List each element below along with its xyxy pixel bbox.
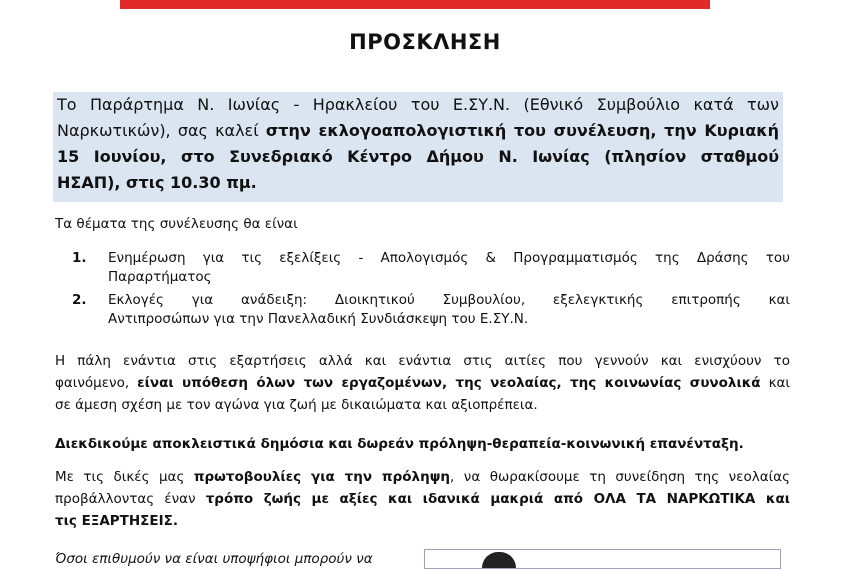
struggle-text: φαινόμενο, [55, 375, 138, 391]
initiatives-bold-text: τρόπο ζωής με αξίες και ιδανικά μακριά από ΟΛΑ ΤΑ ΝΑΡΚΩΤΙΚΑ και [205, 491, 790, 507]
initiatives-bold-text: πρωτοβουλίες για την πρόληψη [193, 469, 451, 485]
initiatives-text: Με τις δικές μας [55, 469, 194, 485]
initiatives-paragraph [55, 466, 790, 532]
topics-intro-text: Τα θέματα της συνέλευσης θα είναι [55, 216, 298, 232]
struggle-line-3: σε άμεση σχέση με τον αγώνα για ζωή με δικαιώματα και αξιοπρέπεια. [55, 397, 538, 413]
topics-list [72, 249, 790, 329]
struggle-text: και [760, 375, 790, 391]
bottom-image-frame [424, 549, 781, 569]
list-item-number: 2. [72, 292, 87, 308]
list-item [72, 249, 790, 287]
initiatives-text: προβάλλοντας έναν [55, 491, 206, 507]
invitation-line-2 [57, 118, 779, 144]
struggle-bold-text: είναι υπόθεση όλων των εργαζομένων, της νεολαίας, της κοινωνίας συνολικά [137, 375, 761, 391]
initiatives-line-3: τις ΕΞΑΡΤΗΣΕΙΣ. [55, 513, 178, 529]
invitation-highlight [53, 92, 783, 202]
bottom-partial-text: Όσοι επιθυμούν να είναι υποψήφιοι μπορούν να [55, 551, 373, 567]
invitation-text: Ναρκωτικών), σας καλεί [57, 121, 266, 140]
list-item-line: Παραρτήματος [108, 269, 212, 285]
invitation-bold-text: στην εκλογοαπολογιστική του συνέλευση, την Κυριακή [265, 121, 779, 140]
list-item-line: Εκλογές για ανάδειξη: Διοικητικού Συμβουλίου, εξελεγκτικής επιτροπής και [108, 292, 790, 308]
claim-paragraph [55, 433, 790, 455]
top-red-bar [120, 0, 710, 9]
topics-intro [55, 213, 790, 235]
invitation-line-3: 15 Ιουνίου, στο Συνεδριακό Κέντρο Δήμου Ν. Ιωνίας (πλησίον σταθμού [57, 147, 779, 166]
page-title: ΠΡΟΣΚΛΗΣΗ [349, 30, 501, 54]
initiatives-line-1 [55, 466, 790, 488]
list-item-number: 1. [72, 250, 87, 266]
struggle-line-2 [55, 372, 790, 394]
struggle-line-1: Η πάλη ενάντια στις εξαρτήσεις αλλά και ενάντια στις αιτίες που γεννούν και ενισχύουν το [55, 353, 790, 369]
invitation-line-4: ΗΣΑΠ), στις 10.30 πμ. [57, 173, 257, 192]
claim-text: Διεκδικούμε αποκλειστικά δημόσια και δωρεάν πρόληψη-θεραπεία-κοινωνική επανένταξη. [55, 436, 744, 452]
initiatives-text: , να θωρακίσουμε τη συνείδηση της νεολαίας [450, 469, 790, 485]
list-item-line: Ενημέρωση για τις εξελίξεις - Απολογισμός & Προγραμματισμός της Δράσης του [108, 250, 790, 266]
invitation-line-1: Το Παράρτημα Ν. Ιωνίας - Ηρακλείου του Ε.ΣΥ.Ν. (Εθνικό Συμβούλιο κατά των [57, 95, 779, 114]
list-item [72, 291, 790, 329]
initiatives-line-2 [55, 488, 790, 510]
list-item-line: Αντιπροσώπων για την Πανελλαδική Συνδιάσκεψη του Ε.ΣΥ.Ν. [108, 311, 529, 327]
struggle-paragraph [55, 350, 790, 416]
